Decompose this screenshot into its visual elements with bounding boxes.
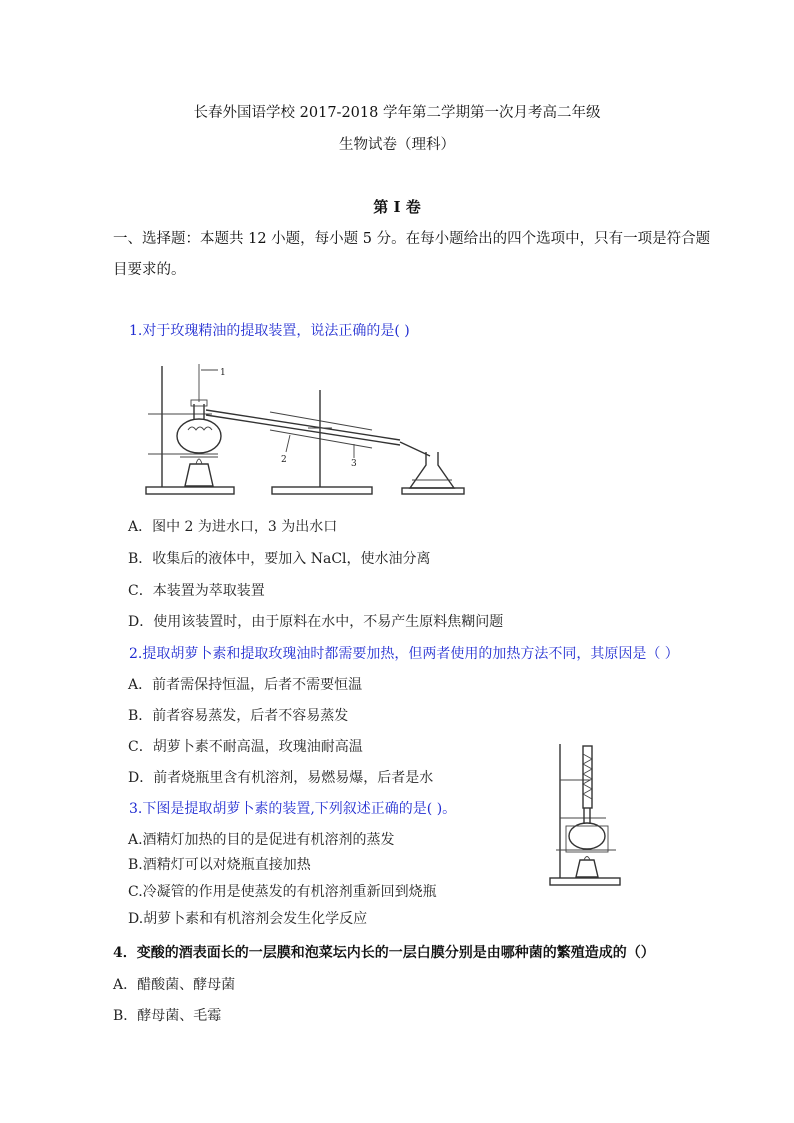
question-1-stem: 1.对于玫瑰精油的提取装置，说法正确的是( ): [129, 323, 410, 339]
distillation-apparatus-figure: [140, 360, 475, 500]
question-1-option-b: B．收集后的液体中，要加入 NaCl，使水油分离: [128, 551, 431, 567]
question-1-option-c: C．本装置为萃取装置: [128, 583, 265, 599]
exam-subtitle: 生物试卷（理科）: [339, 137, 455, 153]
question-3-option-c: C.冷凝管的作用是使蒸发的有机溶剂重新回到烧瓶: [128, 884, 437, 900]
question-2-option-a: A．前者需保持恒温，后者不需要恒温: [128, 677, 363, 693]
section-instruction-line2: 目要求的。: [113, 262, 186, 278]
question-4-option-b: B．酵母菌、毛霉: [113, 1008, 222, 1024]
figure1-label-3: 3: [351, 459, 357, 469]
question-1-option-d: D．使用该装置时，由于原料在水中，不易产生原料焦糊问题: [128, 614, 504, 630]
reflux-extraction-figure: [546, 740, 628, 888]
question-2-option-b: B．前者容易蒸发，后者不容易蒸发: [128, 708, 349, 724]
question-2-stem: 2.提取胡萝卜素和提取玫瑰油时都需要加热，但两者使用的加热方法不同，其原因是（ ）: [129, 646, 679, 662]
question-3-stem: 3.下图是提取胡萝卜素的装置,下列叙述正确的是( )。: [129, 801, 457, 817]
figure1-label-2: 2: [281, 455, 287, 465]
section-instruction-line1: 一、选择题：本题共 12 小题，每小题 5 分。在每小题给出的四个选项中，只有一项是符合题: [113, 231, 711, 247]
question-1-option-a: A．图中 2 为进水口，3 为出水口: [128, 519, 338, 535]
question-2-option-c: C．胡萝卜素不耐高温，玫瑰油耐高温: [128, 739, 363, 755]
exam-title: 长春外国语学校 2017-2018 学年第二学期第一次月考高二年级: [193, 105, 601, 121]
figure1-label-1: 1: [220, 368, 226, 378]
question-4-stem: 4．变酸的酒表面长的一层膜和泡菜坛内长的一层白膜分别是由哪种菌的繁殖造成的（）: [113, 945, 655, 961]
section-heading: 第 I 卷: [373, 198, 421, 216]
question-4-option-a: A．醋酸菌、酵母菌: [113, 977, 236, 993]
question-3-option-b: B.酒精灯可以对烧瓶直接加热: [128, 857, 311, 873]
question-3-option-a: A.酒精灯加热的目的是促进有机溶剂的蒸发: [128, 832, 395, 848]
question-3-option-d: D.胡萝卜素和有机溶剂会发生化学反应: [128, 911, 368, 927]
question-2-option-d: D．前者烧瓶里含有机溶剂，易燃易爆，后者是水: [128, 770, 434, 786]
